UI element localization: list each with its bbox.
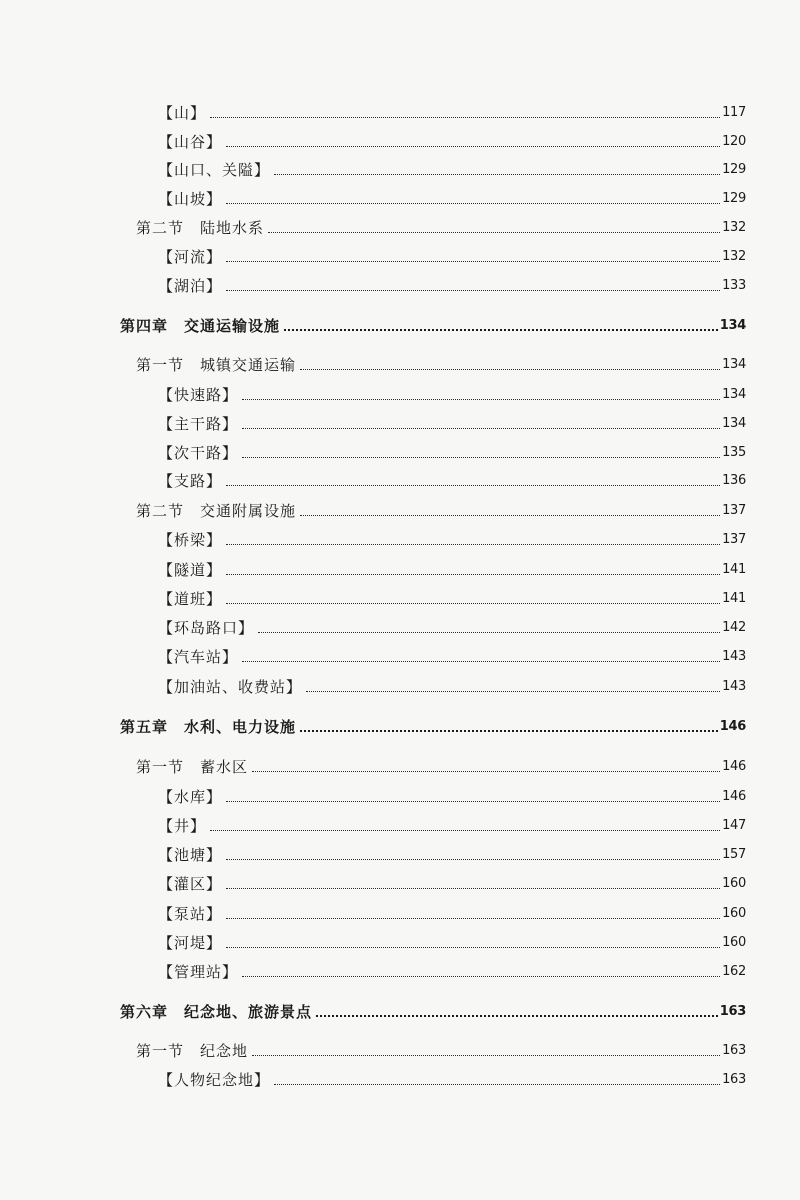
toc-entry [158,561,746,579]
toc-entry [158,161,746,179]
dot-leader [226,146,720,147]
toc-entry [158,277,746,295]
toc-section-label: 第一节 纪念地 [136,1042,249,1060]
toc-entry-label: 【山谷】 [158,133,223,151]
toc-page-number: 163 [719,1004,746,1019]
dot-leader [226,544,720,545]
dot-leader [210,117,720,118]
toc-entry [158,619,746,637]
dot-leader [274,1084,720,1085]
toc-page-number: 137 [722,503,746,518]
toc-entry [158,133,746,151]
toc-page-number: 143 [722,649,746,664]
toc-entry [158,963,746,981]
toc-entry-label: 【加油站、收费站】 [158,678,303,696]
toc-entry [158,817,746,835]
toc-entry [158,846,746,864]
toc-page-number: 141 [722,591,746,606]
toc-entry-label: 【山】 [158,104,207,122]
toc-page-number: 134 [719,318,746,333]
toc-page-number: 129 [722,191,746,206]
toc-entry [158,531,746,549]
toc-page-number: 132 [722,220,746,235]
toc-page-number: 132 [722,249,746,264]
toc-page-number: 137 [722,532,746,547]
dot-leader [252,1055,720,1056]
toc-chapter-label: 第六章 纪念地、旅游景点 [120,1003,313,1021]
toc-entry-label: 【山口、关隘】 [158,161,271,179]
toc-page-number: 135 [722,445,746,460]
toc-entry-label: 【汽车站】 [158,648,239,666]
toc-page-number: 134 [722,387,746,402]
toc-entry [158,678,746,696]
dot-leader [226,888,720,889]
dot-leader [242,976,720,977]
toc-entry-label: 【泵站】 [158,905,223,923]
toc-entry [158,590,746,608]
toc-section-label: 第二节 陆地水系 [136,219,265,237]
toc-chapter-label: 第五章 水利、电力设施 [120,718,297,736]
toc-page-number: 160 [722,876,746,891]
dot-leader [300,369,720,370]
toc-entry-label: 【主干路】 [158,415,239,433]
toc-entry [158,648,746,666]
dot-leader [226,603,720,604]
toc-entry-label: 【河堤】 [158,934,223,952]
dot-leader [274,174,720,175]
toc-entry-label: 【隧道】 [158,561,223,579]
toc-page-number: 117 [722,105,746,120]
toc-entry-label: 【池塘】 [158,846,223,864]
dot-leader [242,399,720,400]
dot-leader [210,830,720,831]
dot-leader [226,947,720,948]
toc-entry [158,104,746,122]
dot-leader [284,329,718,331]
toc-page-number: 134 [722,357,746,372]
toc-chapter [120,718,746,736]
toc-page-number: 146 [722,759,746,774]
toc-entry [158,415,746,433]
toc-page-number: 133 [722,278,746,293]
dot-leader [226,918,720,919]
dot-leader [226,859,720,860]
toc-page-number: 157 [722,847,746,862]
dot-leader [300,730,718,732]
toc-page-number: 162 [722,964,746,979]
toc-entry [158,472,746,490]
toc-chapter [120,1003,746,1021]
toc-page-number: 147 [722,818,746,833]
toc-page-number: 136 [722,473,746,488]
toc-entry [158,386,746,404]
toc-chapter [120,317,746,335]
toc-entry-label: 【桥梁】 [158,531,223,549]
toc-entry [158,444,746,462]
toc-page-number: 120 [722,134,746,149]
toc-page-number: 146 [722,789,746,804]
toc-entry-label: 【灌区】 [158,875,223,893]
toc-entry [158,905,746,923]
toc-page-number: 142 [722,620,746,635]
toc-page-number: 146 [719,719,746,734]
dot-leader [300,515,720,516]
toc-page-number: 141 [722,562,746,577]
toc-entry-label: 【管理站】 [158,963,239,981]
toc-entry [158,875,746,893]
dot-leader [226,290,720,291]
toc-entry-label: 【快速路】 [158,386,239,404]
toc-entry [158,190,746,208]
toc-page-number: 163 [722,1043,746,1058]
dot-leader [242,428,720,429]
dot-leader [226,801,720,802]
toc-entry-label: 【道班】 [158,590,223,608]
toc-entry [158,1071,746,1089]
toc-entry [158,788,746,806]
dot-leader [316,1015,718,1017]
toc-entry-label: 【次干路】 [158,444,239,462]
toc-entry-label: 【人物纪念地】 [158,1071,271,1089]
dot-leader [226,261,720,262]
toc-entry-label: 【井】 [158,817,207,835]
dot-leader [242,457,720,458]
toc-section [136,356,746,374]
dot-leader [226,203,720,204]
toc-section [136,502,746,520]
dot-leader [226,574,720,575]
dot-leader [242,661,720,662]
toc-page-number: 143 [722,679,746,694]
toc-chapter-label: 第四章 交通运输设施 [120,317,281,335]
dot-leader [258,632,720,633]
toc-section-label: 第二节 交通附属设施 [136,502,297,520]
toc-entry-label: 【山坡】 [158,190,223,208]
toc-entry [158,248,746,266]
toc-entry-label: 【环岛路口】 [158,619,255,637]
toc-section [136,1042,746,1060]
dot-leader [306,691,720,692]
toc-section [136,219,746,237]
toc-page-number: 134 [722,416,746,431]
dot-leader [268,232,720,233]
toc-page-number: 163 [722,1072,746,1087]
toc-section-label: 第一节 蓄水区 [136,758,249,776]
toc-entry-label: 【支路】 [158,472,223,490]
dot-leader [226,485,720,486]
toc-section [136,758,746,776]
toc-page-number: 160 [722,935,746,950]
dot-leader [252,771,720,772]
toc-entry-label: 【河流】 [158,248,223,266]
toc-page-number: 160 [722,906,746,921]
toc-entry-label: 【水库】 [158,788,223,806]
toc-entry-label: 【湖泊】 [158,277,223,295]
toc-section-label: 第一节 城镇交通运输 [136,356,297,374]
toc-page-number: 129 [722,162,746,177]
toc-entry [158,934,746,952]
